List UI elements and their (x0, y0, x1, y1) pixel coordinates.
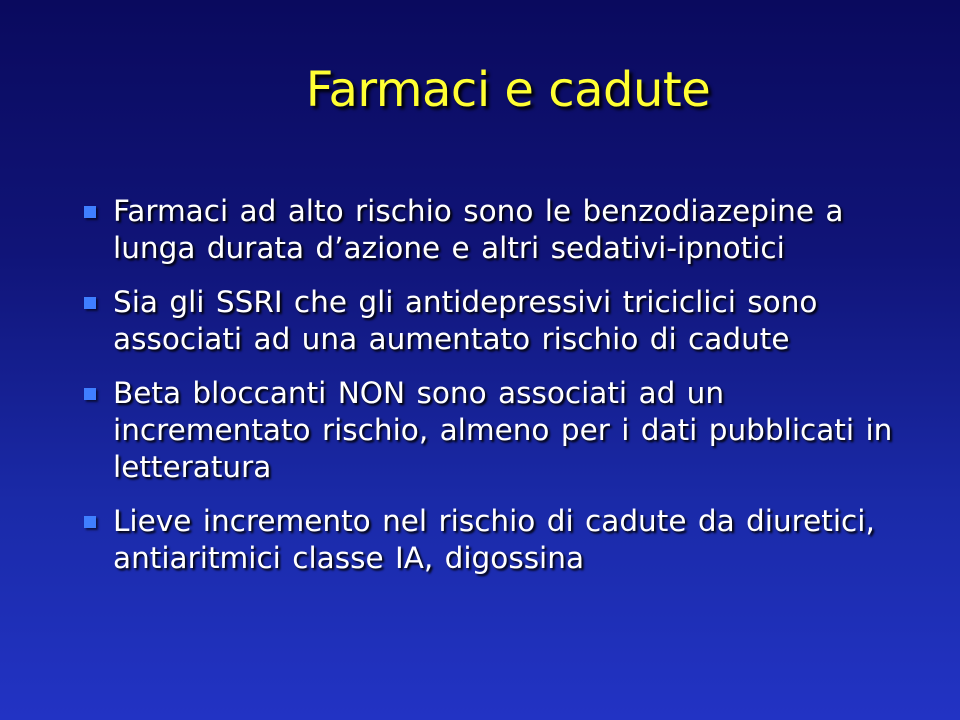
bullet-item (80, 193, 930, 267)
bullet-item (80, 375, 930, 486)
bullet-text: Lieve incremento nel rischio di cadute da diuretici, antiaritmici classe IA, digossina (113, 504, 875, 575)
square-bullet-icon (84, 388, 96, 400)
bullet-text: Farmaci ad alto rischio sono le benzodiazepine a lunga durata d’azione e altri sedativi-ipnotici (113, 194, 844, 265)
slide-title: Farmaci e cadute (305, 62, 711, 118)
bullet-list (80, 193, 930, 594)
square-bullet-icon (84, 206, 96, 218)
bullet-item (80, 284, 930, 358)
square-bullet-icon (84, 297, 96, 309)
square-bullet-icon (84, 516, 96, 528)
bullet-text: Sia gli SSRI che gli antidepressivi triciclici sono associati ad una aumentato rischio di cadute (113, 285, 818, 356)
bullet-item (80, 503, 930, 577)
bullet-text: Beta bloccanti NON sono associati ad un incrementato rischio, almeno per i dati pubblicati in letteratura (113, 376, 893, 484)
